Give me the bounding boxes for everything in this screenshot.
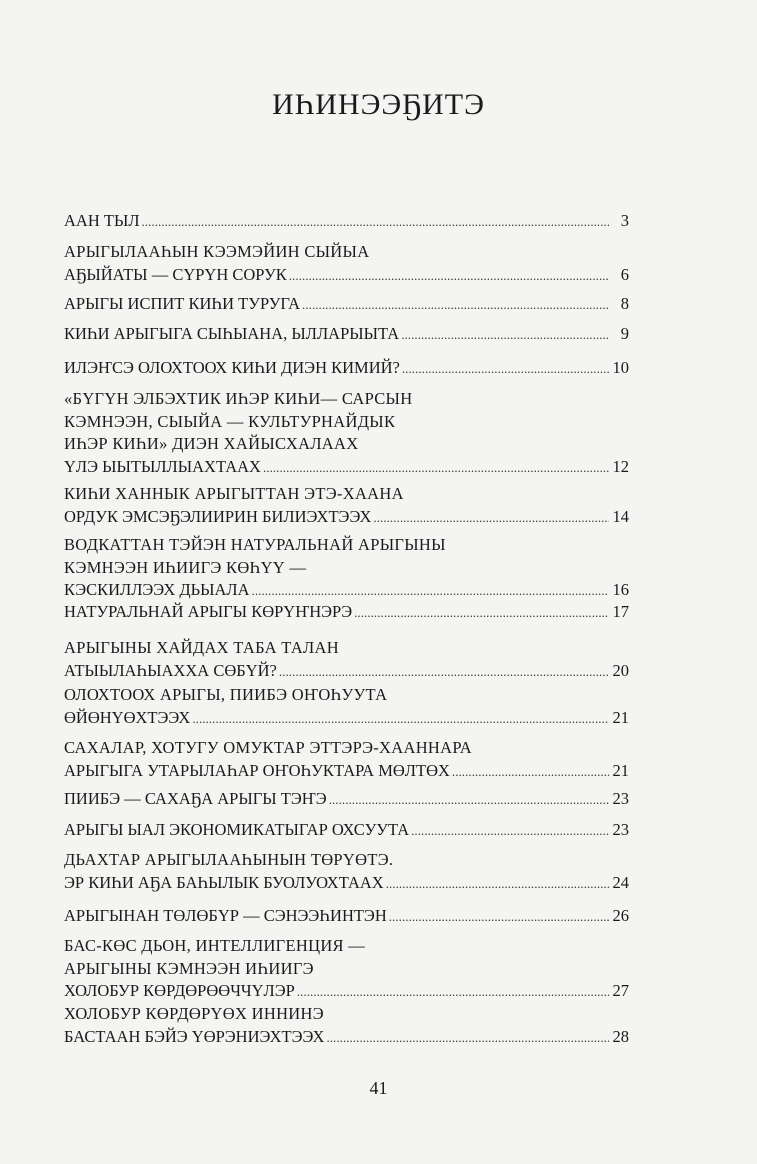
dot-leader — [452, 761, 609, 784]
toc-entry-page-number: 17 — [612, 602, 629, 621]
toc-entry-title-line: КЭМНЭЭН, СЫЫЙА — КУЛЬТУРНАЙДЫК — [64, 411, 396, 431]
toc-entry[interactable] — [64, 819, 629, 843]
toc-entry-page-number: 10 — [612, 358, 629, 377]
toc-entry[interactable] — [64, 905, 629, 929]
toc-entry[interactable] — [64, 534, 629, 603]
toc-entry[interactable] — [64, 601, 629, 625]
page-title: ИҺИНЭЭҔИТЭ — [272, 88, 485, 121]
toc-entry-page-number: 8 — [620, 294, 629, 313]
dot-leader — [297, 981, 609, 1004]
toc-entry[interactable] — [64, 483, 629, 529]
toc-entry[interactable] — [64, 210, 629, 234]
toc-entry-title-line: ДЬАХТАР АРЫГЫЛААҺЫНЫН ТӨРҮӨТЭ. — [64, 850, 394, 869]
toc-entry-page-number: 21 — [612, 707, 629, 727]
toc-entry-page-number: 14 — [612, 506, 629, 526]
toc-entry[interactable] — [64, 637, 629, 683]
toc-entry-page-number: 16 — [612, 580, 629, 599]
toc-entry-title-line: БАСТААН БЭЙЭ ҮӨРЭНИЭХТЭЭХ — [64, 1026, 325, 1046]
toc-entry-title-line: АТЫЫЛАҺЫАХХА СӨБҮЙ? — [64, 660, 277, 680]
toc-entry-page-number: 12 — [612, 456, 629, 476]
toc-entry-title-line: «БҮГҮН ЭЛБЭХТИК ИҺЭР КИҺИ— САРСЫН — [64, 389, 413, 408]
toc-entry-title-line: ХОЛОБУР КӨРДӨРҮӨХ ИННИНЭ — [64, 1004, 324, 1023]
dot-leader — [402, 358, 609, 381]
toc-entry-page-number: 23 — [612, 820, 629, 839]
dot-leader — [192, 708, 609, 731]
toc-entry-title-line: КИҺИ АРЫГЫГА СЫҺЫАНА, ЫЛЛАРЫЫТА — [64, 324, 400, 343]
toc-entry-title-line: ЭР КИҺИ АҔА БАҺЫЛЫК БУОЛУОХТААХ — [64, 872, 384, 892]
toc-entry-title-line: ИҺЭР КИҺИ» ДИЭН ХАЙЫСХАЛААХ — [64, 434, 359, 453]
page-number: 41 — [369, 1078, 388, 1098]
toc-entry[interactable] — [64, 357, 629, 381]
dot-leader — [263, 457, 609, 480]
toc-entry-title-line: КИҺИ ХАННЫК АРЫГЫТТАН ЭТЭ-ХААНА — [64, 484, 404, 503]
toc-entry-title-line: АҔЫЙАТЫ — СҮРҮН СОРУК — [64, 264, 287, 284]
toc-entry-title-line: КЭМНЭЭН ИҺИИГЭ КӨҺҮҮ — — [64, 557, 307, 577]
dot-leader — [386, 873, 609, 896]
toc-entry-title-line: ХОЛОБУР КӨРДӨРӨӨЧЧҮЛЭР — [64, 981, 295, 1000]
toc-entry-title-line: АРЫГЫНЫ ХАЙДАХ ТАБА ТАЛАН — [64, 638, 339, 657]
toc-entry[interactable] — [64, 935, 629, 1004]
dot-leader — [252, 580, 609, 603]
toc-entry[interactable] — [64, 849, 629, 895]
toc-entry-title-line: ВОДКАТТАН ТЭЙЭН НАТУРАЛЬНАЙ АРЫГЫНЫ — [64, 535, 446, 554]
toc-entry-page-number: 26 — [612, 906, 629, 925]
toc-entry-page-number: 21 — [612, 760, 629, 780]
toc-entry[interactable] — [64, 1003, 629, 1049]
toc-entry[interactable] — [64, 241, 629, 287]
toc-entry-page-number: 28 — [612, 1026, 629, 1046]
toc-entry-title-line: НАТУРАЛЬНАЙ АРЫГЫ КӨРҮҤНЭРЭ — [64, 602, 353, 621]
toc-entry-title-line: ҮЛЭ ЫЫТЫЛЛЫАХТААХ — [64, 456, 261, 476]
dot-leader — [354, 602, 609, 625]
toc-entry-title-line: АРЫГЫНЫ КЭМНЭЭН ИҺИИГЭ — [64, 958, 314, 978]
toc-entry-page-number: 3 — [620, 211, 629, 230]
dot-leader — [279, 661, 609, 684]
dot-leader — [326, 1027, 609, 1050]
toc-entry-page-number: 9 — [620, 324, 629, 343]
toc-entry-title-line: ИЛЭҤСЭ ОЛОХТООХ КИҺИ ДИЭН КИМИЙ? — [64, 358, 400, 377]
toc-entry-page-number: 24 — [612, 872, 629, 892]
toc-entry-title-line: САХАЛАР, ХОТУГУ ОМУКТАР ЭТТЭРЭ-ХААННАРА — [64, 738, 472, 757]
toc-entry[interactable] — [64, 737, 629, 783]
toc-entry[interactable] — [64, 684, 629, 730]
toc-entry[interactable] — [64, 323, 629, 347]
dot-leader — [329, 789, 609, 812]
toc-entry-title-line: АРЫГЫНАН ТӨЛӨБҮР — СЭНЭЭҺИНТЭН — [64, 906, 387, 925]
toc-entry[interactable] — [64, 388, 629, 479]
dot-leader — [373, 507, 609, 530]
toc-entry-title-line: АРЫГЫ ЫАЛ ЭКОНОМИКАТЫГАР ОХСУУТА — [64, 820, 410, 839]
dot-leader — [401, 324, 609, 347]
toc-entry-page-number: 23 — [612, 789, 629, 808]
toc-entry-title-line: АРЫГЫГА УТАРЫЛАҺАР ОҤОҺУКТАРА МӨЛТӨХ — [64, 760, 450, 780]
toc-entry-page-number: 27 — [612, 981, 629, 1000]
dot-leader — [389, 906, 609, 929]
dot-leader — [411, 820, 609, 843]
toc-entry-page-number: 6 — [620, 264, 629, 284]
toc-entry[interactable] — [64, 788, 629, 812]
toc-entry-title-line: КЭСКИЛЛЭЭХ ДЬЫАЛА — [64, 580, 250, 599]
toc-entry[interactable] — [64, 293, 629, 317]
toc-entry-title-line: ОРДУК ЭМСЭҔЭЛИИРИН БИЛИЭХТЭЭХ — [64, 506, 372, 526]
toc-entry-title-line: БАС-КӨС ДЬОН, ИНТЕЛЛИГЕНЦИЯ — — [64, 936, 366, 955]
toc-entry-title-line: ӨЙӨНҮӨХТЭЭХ — [64, 707, 191, 727]
toc-entry-title-line: ПИИБЭ — САХАҔА АРЫГЫ ТЭҤЭ — [64, 789, 327, 808]
toc-entry-title-line: ОЛОХТООХ АРЫГЫ, ПИИБЭ ОҤОҺУУТА — [64, 685, 388, 704]
dot-leader — [142, 211, 609, 234]
toc-entry-title-line: АРЫГЫЛААҺЫН КЭЭМЭЙИН СЫЙЫА — [64, 242, 370, 261]
toc-entry-title-line: ААН ТЫЛ — [64, 211, 140, 230]
toc-entry-page-number: 20 — [612, 660, 629, 680]
dot-leader — [302, 294, 609, 317]
toc-entry-title-line: АРЫГЫ ИСПИТ КИҺИ ТУРУГА — [64, 294, 301, 313]
dot-leader — [289, 265, 609, 288]
